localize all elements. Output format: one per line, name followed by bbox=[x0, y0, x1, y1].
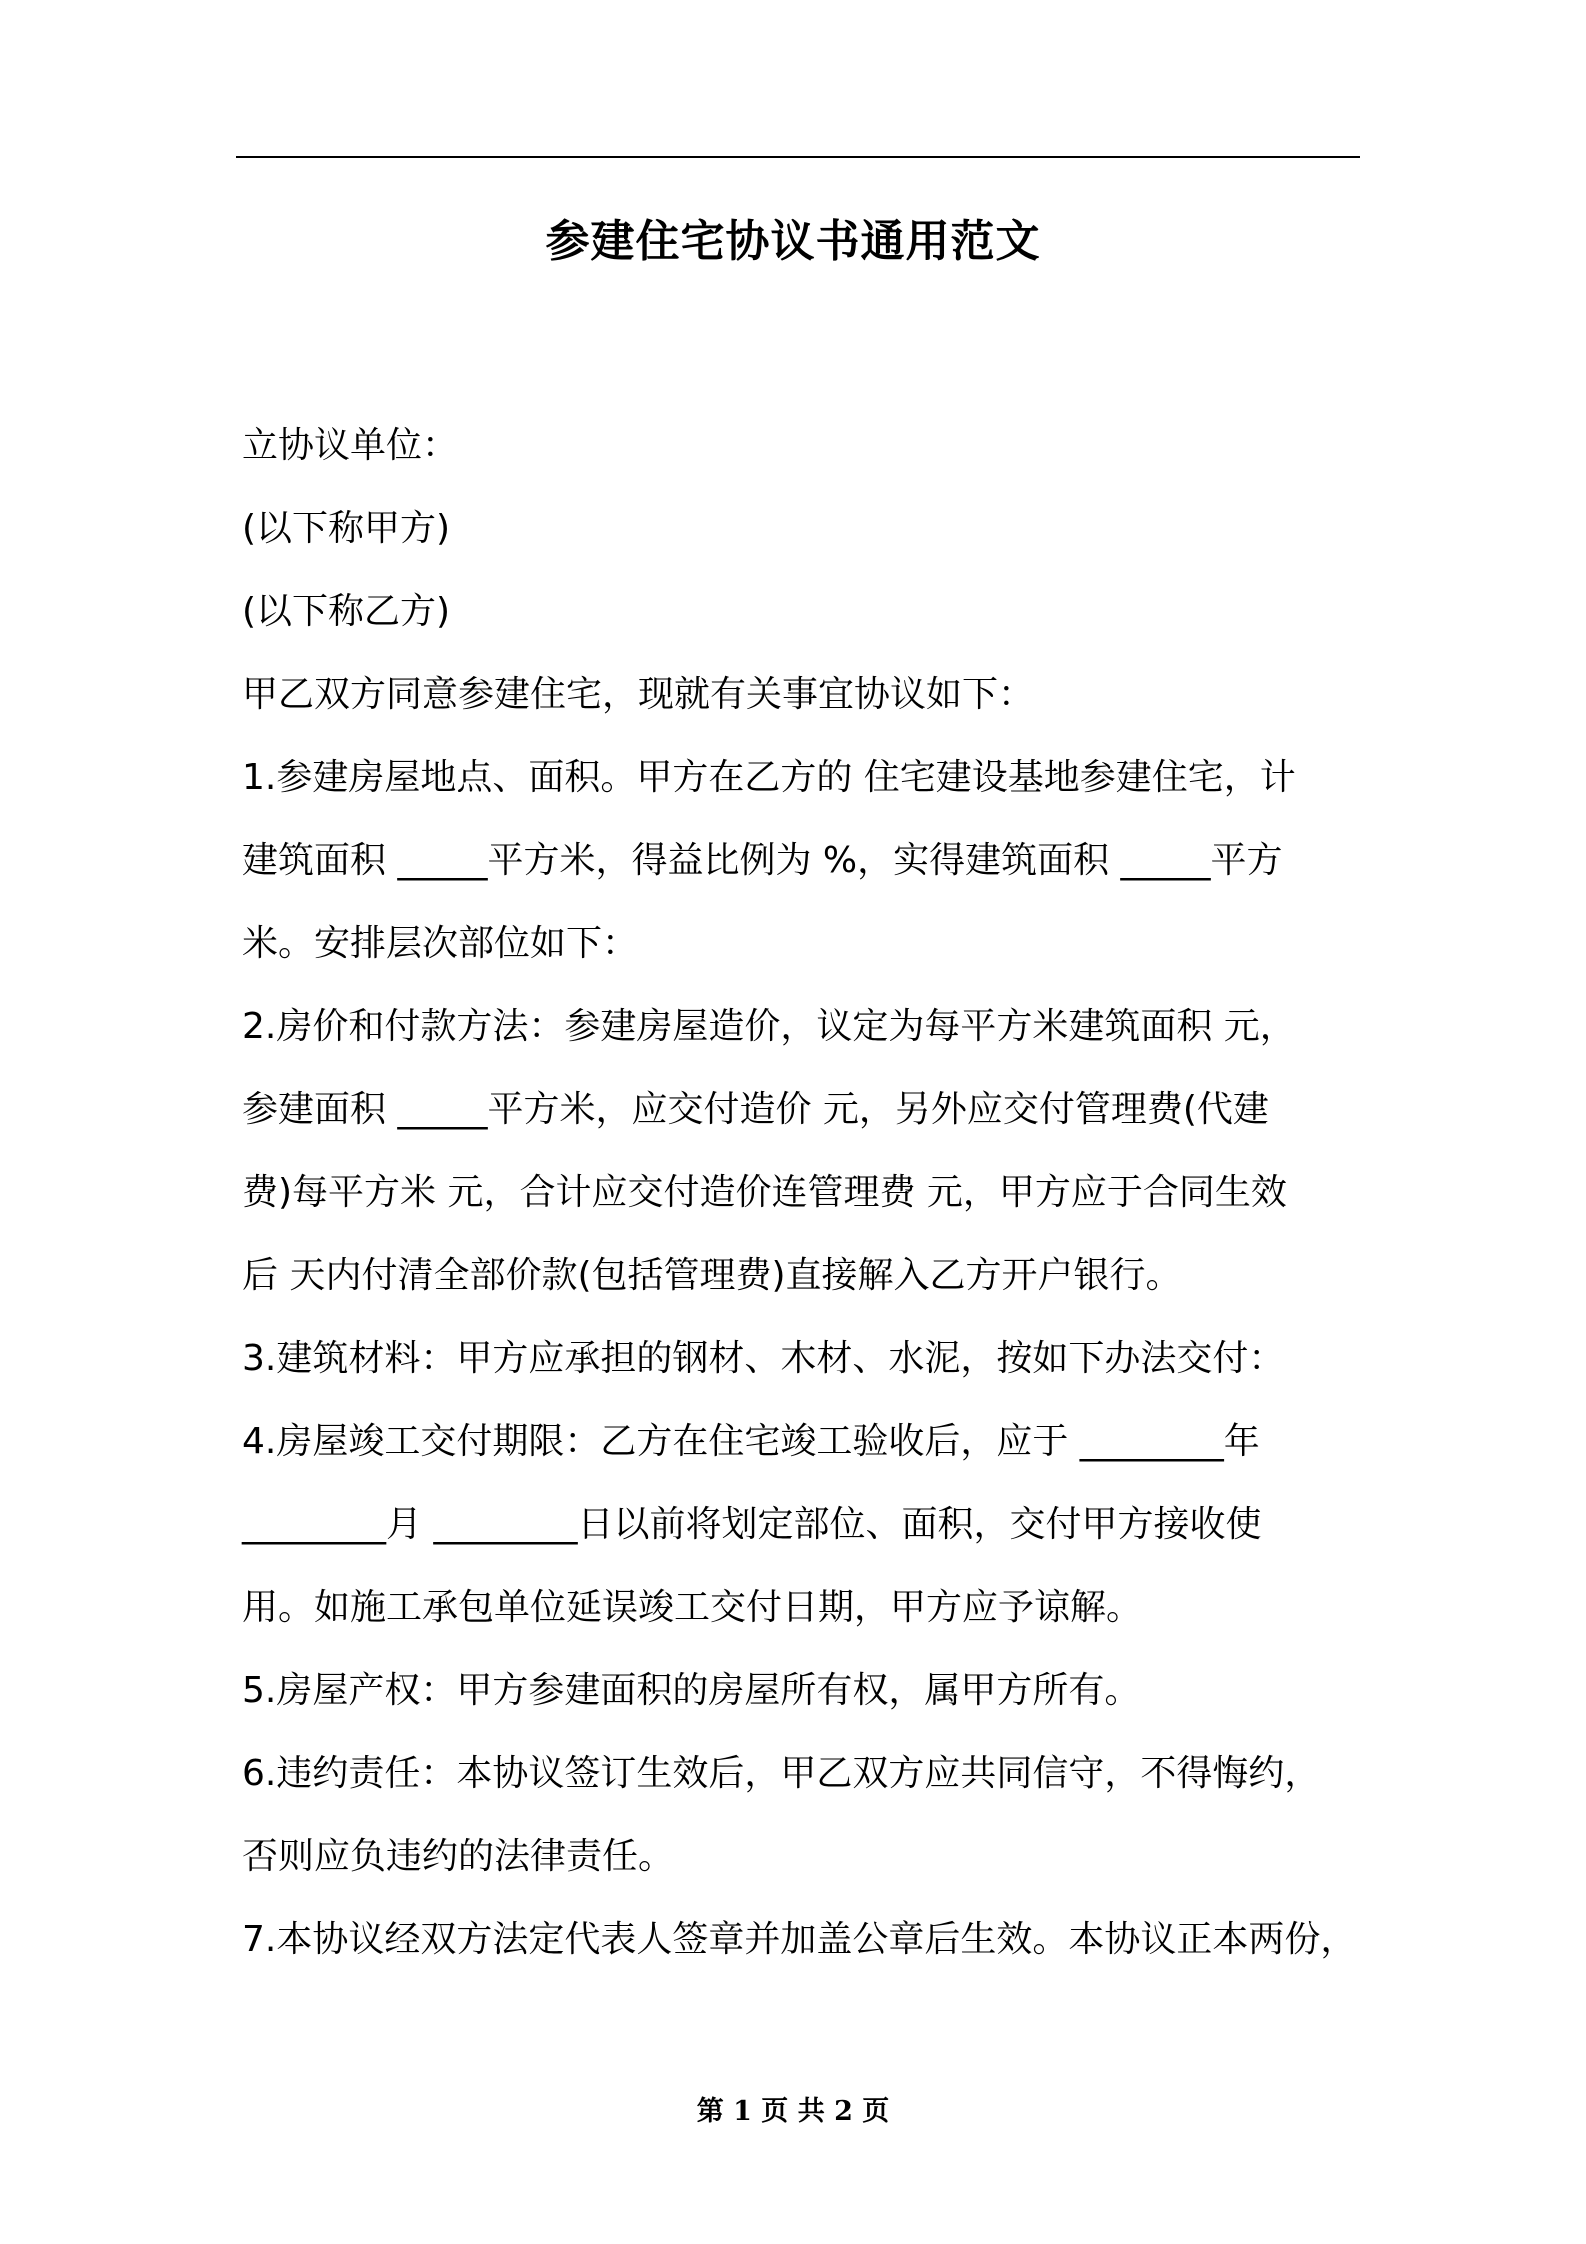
body-line: 5.房屋产权：甲方参建面积的房屋所有权，属甲方所有。 bbox=[242, 1670, 1141, 1711]
body-line: 7.本协议经双方法定代表人签章并加盖公章后生效。本协议正本两份， bbox=[242, 1919, 1357, 1960]
document-title: 参建住宅协议书通用范文 bbox=[545, 216, 1041, 267]
body-line: 费)每平方米 元，合计应交付造价连管理费 元，甲方应于合同生效 bbox=[242, 1172, 1287, 1213]
body-line: 立协议单位： bbox=[242, 425, 459, 466]
body-line: 用。如施工承包单位延误竣工交付日期，甲方应予谅解。 bbox=[242, 1587, 1143, 1628]
body-line: 6.违约责任：本协议签订生效后，甲乙双方应共同信守，不得悔约， bbox=[242, 1753, 1321, 1794]
document-body bbox=[242, 404, 1366, 1981]
body-line: ________月 ________日以前将划定部位、面积，交付甲方接收使 bbox=[242, 1504, 1262, 1545]
body-line: 甲乙双方同意参建住宅，现就有关事宜协议如下： bbox=[242, 674, 1035, 715]
header-rule bbox=[236, 156, 1360, 158]
body-line: 米。安排层次部位如下： bbox=[242, 923, 639, 964]
page-number-footer: 第 1 页 共 2 页 bbox=[696, 2096, 890, 2127]
body-line: (以下称乙方) bbox=[242, 591, 451, 632]
body-line: 2.房价和付款方法：参建房屋造价，议定为每平方米建筑面积 元， bbox=[242, 1006, 1296, 1047]
body-line: (以下称甲方) bbox=[242, 508, 451, 549]
body-line: 否则应负违约的法律责任。 bbox=[242, 1836, 675, 1877]
body-line: 建筑面积 _____平方米，得益比例为 %，实得建筑面积 _____平方 bbox=[242, 840, 1283, 881]
body-line: 1.参建房屋地点、面积。甲方在乙方的 住宅建设基地参建住宅，计 bbox=[242, 757, 1296, 798]
body-line: 4.房屋竣工交付期限：乙方在住宅竣工验收后，应于 ________年 bbox=[242, 1421, 1260, 1462]
body-line: 3.建筑材料：甲方应承担的钢材、木材、水泥，按如下办法交付： bbox=[242, 1338, 1285, 1379]
body-line: 后 天内付清全部价款(包括管理费)直接解入乙方开户银行。 bbox=[242, 1255, 1182, 1296]
body-line: 参建面积 _____平方米，应交付造价 元，另外应交付管理费(代建 bbox=[242, 1089, 1269, 1130]
